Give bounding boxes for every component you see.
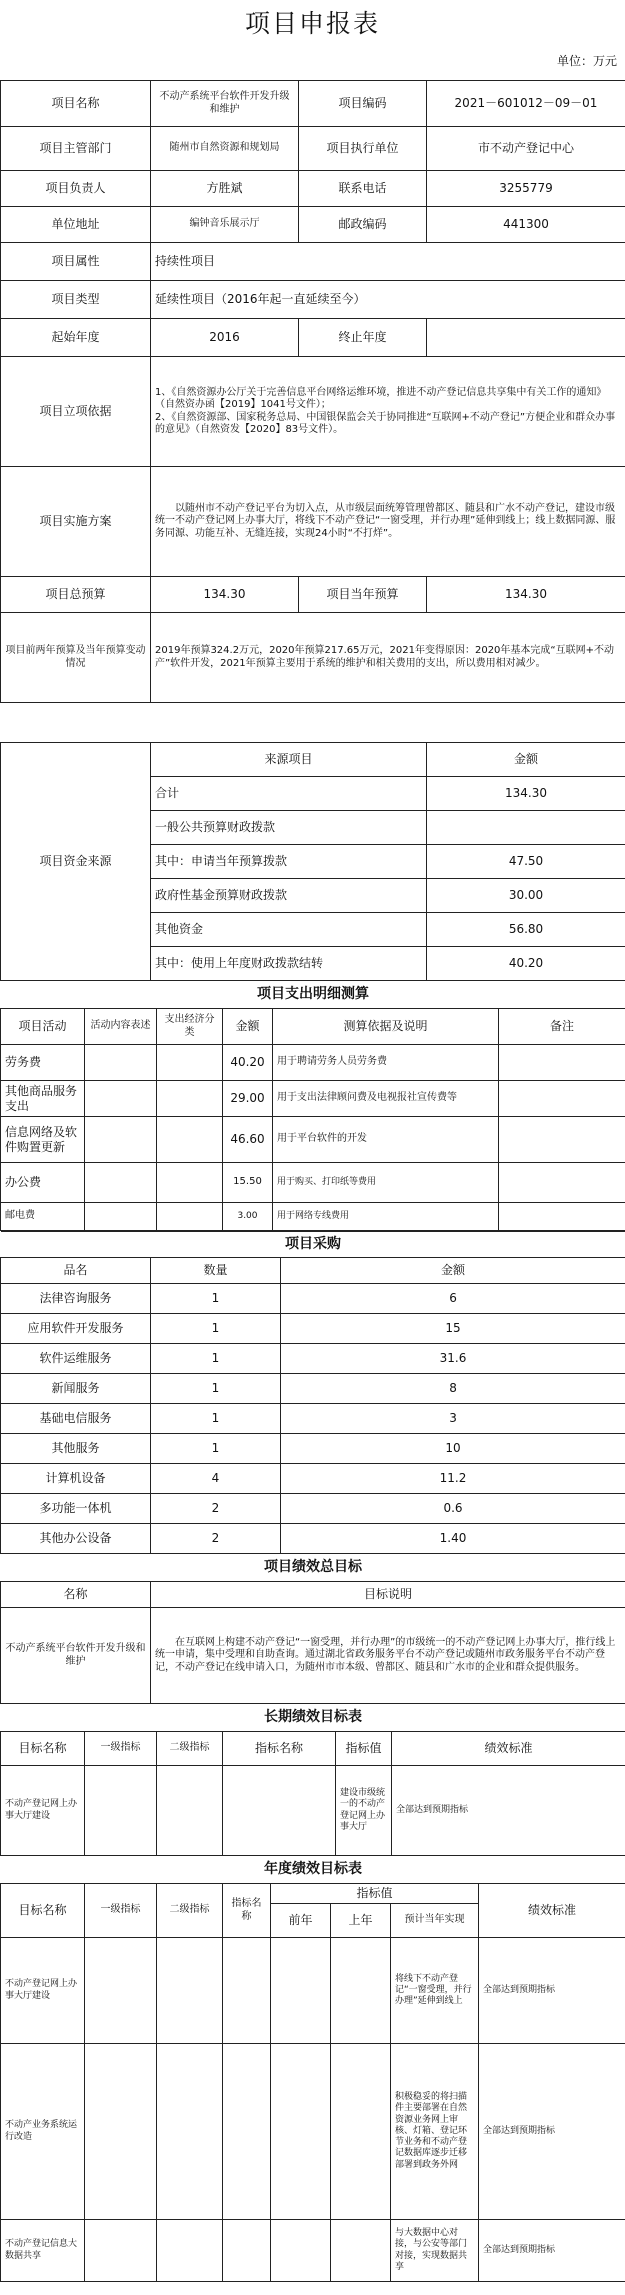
expense-header: 金额 (223, 1009, 273, 1045)
funding-row-name: 政府性基金预算财政拨款 (151, 879, 427, 913)
project-name: 不动产系统平台软件开发升级和维护 (151, 81, 299, 127)
procure-qty: 2 (151, 1524, 281, 1554)
phone-value: 3255779 (427, 171, 625, 207)
procure-qty: 1 (151, 1314, 281, 1344)
expense-header: 活动内容表述 (85, 1009, 157, 1045)
expense-header: 备注 (499, 1009, 625, 1045)
annual-header: 绩效标准 (479, 1884, 625, 1938)
expense-amount: 15.50 (223, 1163, 273, 1203)
expense-activity: 办公费 (1, 1163, 85, 1203)
longterm-header: 绩效标准 (392, 1732, 625, 1766)
procure-qty: 1 (151, 1344, 281, 1374)
prev-value: 2019年预算324.2万元，2020年预算217.65万元，2021年变得原因：2020年基本完成“互联网+不动产”软件开发，2021年预算主要用于系统的维护和相关费用的支出，所以费用相对减少。 (151, 613, 625, 703)
procure-qty: 1 (151, 1374, 281, 1404)
annual-value: 将线下不动产登记“一窗受理，并行办理”延伸到线上 (391, 1938, 479, 2044)
funding-row-amount: 47.50 (427, 845, 625, 879)
perf-section-title: 项目绩效总目标 (1, 1554, 625, 1582)
annual-standard: 全部达到预期指标 (479, 2044, 625, 2220)
annual-target: 不动产登记网上办事大厅建设 (1, 1938, 85, 2044)
funding-row-amount (427, 811, 625, 845)
procure-amount: 3 (281, 1404, 625, 1434)
procure-name: 多功能一体机 (1, 1494, 151, 1524)
expense-table (0, 980, 625, 1231)
addr-value: 编钟音乐展示厅 (151, 207, 299, 243)
zip-value: 441300 (427, 207, 625, 243)
annual-value: 积极稳妥的将扫描件主要部署在自然资源业务网上审核、灯箱、登记环节业务和不动产登记数据库逐步迁移部署到政务外网 (391, 2044, 479, 2220)
annual-header: 指标名称 (223, 1884, 271, 1938)
funding-row-amount: 56.80 (427, 913, 625, 947)
basis-label: 项目立项依据 (1, 357, 151, 467)
funding-header-amount: 金额 (427, 743, 625, 777)
procure-name: 新闻服务 (1, 1374, 151, 1404)
procure-name: 其他服务 (1, 1434, 151, 1464)
procure-qty: 1 (151, 1434, 281, 1464)
name-label: 项目名称 (1, 81, 151, 127)
total-label: 项目总预算 (1, 577, 151, 613)
funding-row-name: 其中：申请当年预算拨款 (151, 845, 427, 879)
procure-section-title: 项目采购 (1, 1232, 625, 1258)
longterm-table (0, 1703, 625, 1856)
annual-section-title: 年度绩效目标表 (1, 1856, 625, 1884)
procure-qty: 2 (151, 1494, 281, 1524)
funding-row-amount: 30.00 (427, 879, 625, 913)
expense-amount: 40.20 (223, 1045, 273, 1081)
expense-basis: 用于网络专线费用 (273, 1203, 499, 1231)
procure-table (0, 1231, 625, 1554)
zip-label: 邮政编码 (299, 207, 427, 243)
procure-name: 软件运维服务 (1, 1344, 151, 1374)
leader-value: 方胜斌 (151, 171, 299, 207)
funding-row-name: 其中：使用上年度财政拨款结转 (151, 947, 427, 981)
annual-header: 指标值 (271, 1884, 479, 1904)
procure-amount: 1.40 (281, 1524, 625, 1554)
start-label: 起始年度 (1, 319, 151, 357)
procure-amount: 31.6 (281, 1344, 625, 1374)
longterm-header: 一级指标 (85, 1732, 157, 1766)
annual-header: 一级指标 (85, 1884, 157, 1938)
annual-table (0, 1855, 625, 2282)
longterm-header: 指标名称 (223, 1732, 336, 1766)
cur-label: 项目当年预算 (299, 577, 427, 613)
attr-label: 项目属性 (1, 243, 151, 281)
longterm-header: 二级指标 (157, 1732, 223, 1766)
dept-value: 随州市自然资源和规划局 (151, 127, 299, 171)
procure-qty: 1 (151, 1284, 281, 1314)
procure-header: 品名 (1, 1258, 151, 1284)
procure-name: 法律咨询服务 (1, 1284, 151, 1314)
end-label: 终止年度 (299, 319, 427, 357)
annual-target: 不动产业务系统运行改造 (1, 2044, 85, 2220)
expense-header: 测算依据及说明 (273, 1009, 499, 1045)
longterm-value: 建设市级统一的不动产登记网上办事大厅 (336, 1766, 392, 1856)
type-label: 项目类型 (1, 281, 151, 319)
procure-amount: 8 (281, 1374, 625, 1404)
page-title: 项目申报表 (244, 9, 380, 38)
longterm-header: 指标值 (336, 1732, 392, 1766)
annual-subheader: 预计当年实现 (391, 1904, 479, 1938)
cur-value: 134.30 (427, 577, 625, 613)
perf-header-name: 名称 (1, 1582, 151, 1608)
dept-label: 项目主管部门 (1, 127, 151, 171)
funding-row-name: 其他资金 (151, 913, 427, 947)
longterm-standard: 全部达到预期指标 (392, 1766, 625, 1856)
perf-goal: 在互联网上构建不动产登记“一窗受理，并行办理”的市级统一的不动产登记网上办事大厅，推行线上统一申请，集中受理和自助查询。通过湖北省政务服务平台不动产登记或随州市政务服务平台不动产登记，不动产登记在线申请入口，为随州市市本级、曾都区、随县和广水市的企业和群众提供服务。 (151, 1608, 625, 1704)
procure-qty: 1 (151, 1404, 281, 1434)
basic-info-table (0, 80, 625, 703)
perf-header-goal: 目标说明 (151, 1582, 625, 1608)
leader-label: 项目负责人 (1, 171, 151, 207)
expense-section-title: 项目支出明细测算 (1, 981, 625, 1009)
start-value: 2016 (151, 319, 299, 357)
project-code: 2021－601012－09－01 (427, 81, 625, 127)
annual-value: 与大数据中心对接，与公安等部门对接，实现数据共享 (391, 2220, 479, 2282)
expense-header: 支出经济分类 (157, 1009, 223, 1045)
funding-row-name: 合计 (151, 777, 427, 811)
expense-amount: 29.00 (223, 1081, 273, 1117)
basis-value: 1、《自然资源办公厅关于完善信息平台网络运维环境，推进不动产登记信息共享集中有关工作的通知》（自然资办函【2019】1041号文件）； 2、《自然资源部、国家税务总局、中国银保监会关于协同推进“互联网+不动产登记”方便企业和群众办事的意见》（自然资发【2020】83号文件）。 (151, 357, 625, 467)
end-value (427, 319, 625, 357)
expense-activity: 劳务费 (1, 1045, 85, 1081)
addr-label: 单位地址 (1, 207, 151, 243)
longterm-target: 不动产登记网上办事大厅建设 (1, 1766, 85, 1856)
perf-table (0, 1553, 625, 1704)
expense-activity: 其他商品服务支出 (1, 1081, 85, 1117)
annual-subheader: 前年 (271, 1904, 331, 1938)
total-value: 134.30 (151, 577, 299, 613)
longterm-section-title: 长期绩效目标表 (1, 1704, 625, 1732)
procure-amount: 0.6 (281, 1494, 625, 1524)
funding-row-amount: 134.30 (427, 777, 625, 811)
procure-amount: 6 (281, 1284, 625, 1314)
perf-name: 不动产系统平台软件开发升级和维护 (1, 1608, 151, 1704)
expense-basis: 用于购买、打印纸等费用 (273, 1163, 499, 1203)
exec-label: 项目执行单位 (299, 127, 427, 171)
attr-value: 持续性项目 (151, 243, 625, 281)
code-label: 项目编码 (299, 81, 427, 127)
expense-basis: 用于平台软件的开发 (273, 1117, 499, 1163)
funding-row-amount: 40.20 (427, 947, 625, 981)
expense-amount: 46.60 (223, 1117, 273, 1163)
expense-activity: 邮电费 (1, 1203, 85, 1231)
prev-label: 项目前两年预算及当年预算变动情况 (1, 613, 151, 703)
unit-label: 单位：万元 (556, 54, 617, 68)
plan-value: 以随州市不动产登记平台为切入点，从市级层面统筹管理曾都区、随县和广水不动产登记，建设市级统一不动产登记网上办事大厅，将线下不动产登记“一窗受理，并行办理”延伸到线上；线上数据同源、服务同源、功能互补、无缝连接，实现24小时“不打烊”。 (151, 467, 625, 577)
procure-amount: 11.2 (281, 1464, 625, 1494)
procure-name: 其他办公设备 (1, 1524, 151, 1554)
funding-label: 项目资金来源 (1, 743, 151, 981)
procure-name: 计算机设备 (1, 1464, 151, 1494)
funding-row-name: 一般公共预算财政拨款 (151, 811, 427, 845)
annual-target: 不动产登记信息大数据共享 (1, 2220, 85, 2282)
procure-amount: 15 (281, 1314, 625, 1344)
expense-basis: 用于支出法律顾问费及电视报社宣传费等 (273, 1081, 499, 1117)
type-value: 延续性项目（2016年起一直延续至今） (151, 281, 625, 319)
expense-activity: 信息网络及软件购置更新 (1, 1117, 85, 1163)
procure-qty: 4 (151, 1464, 281, 1494)
funding-table (0, 742, 625, 981)
procure-name: 应用软件开发服务 (1, 1314, 151, 1344)
annual-header: 二级指标 (157, 1884, 223, 1938)
procure-header: 数量 (151, 1258, 281, 1284)
expense-basis: 用于聘请劳务人员劳务费 (273, 1045, 499, 1081)
annual-standard: 全部达到预期指标 (479, 2220, 625, 2282)
annual-subheader: 上年 (331, 1904, 391, 1938)
longterm-header: 目标名称 (1, 1732, 85, 1766)
phone-label: 联系电话 (299, 171, 427, 207)
procure-header: 金额 (281, 1258, 625, 1284)
procure-name: 基础电信服务 (1, 1404, 151, 1434)
expense-amount: 3.00 (223, 1203, 273, 1231)
procure-amount: 10 (281, 1434, 625, 1464)
plan-label: 项目实施方案 (1, 467, 151, 577)
funding-header-source: 来源项目 (151, 743, 427, 777)
expense-header: 项目活动 (1, 1009, 85, 1045)
exec-value: 市不动产登记中心 (427, 127, 625, 171)
annual-header: 目标名称 (1, 1884, 85, 1938)
annual-standard: 全部达到预期指标 (479, 1938, 625, 2044)
